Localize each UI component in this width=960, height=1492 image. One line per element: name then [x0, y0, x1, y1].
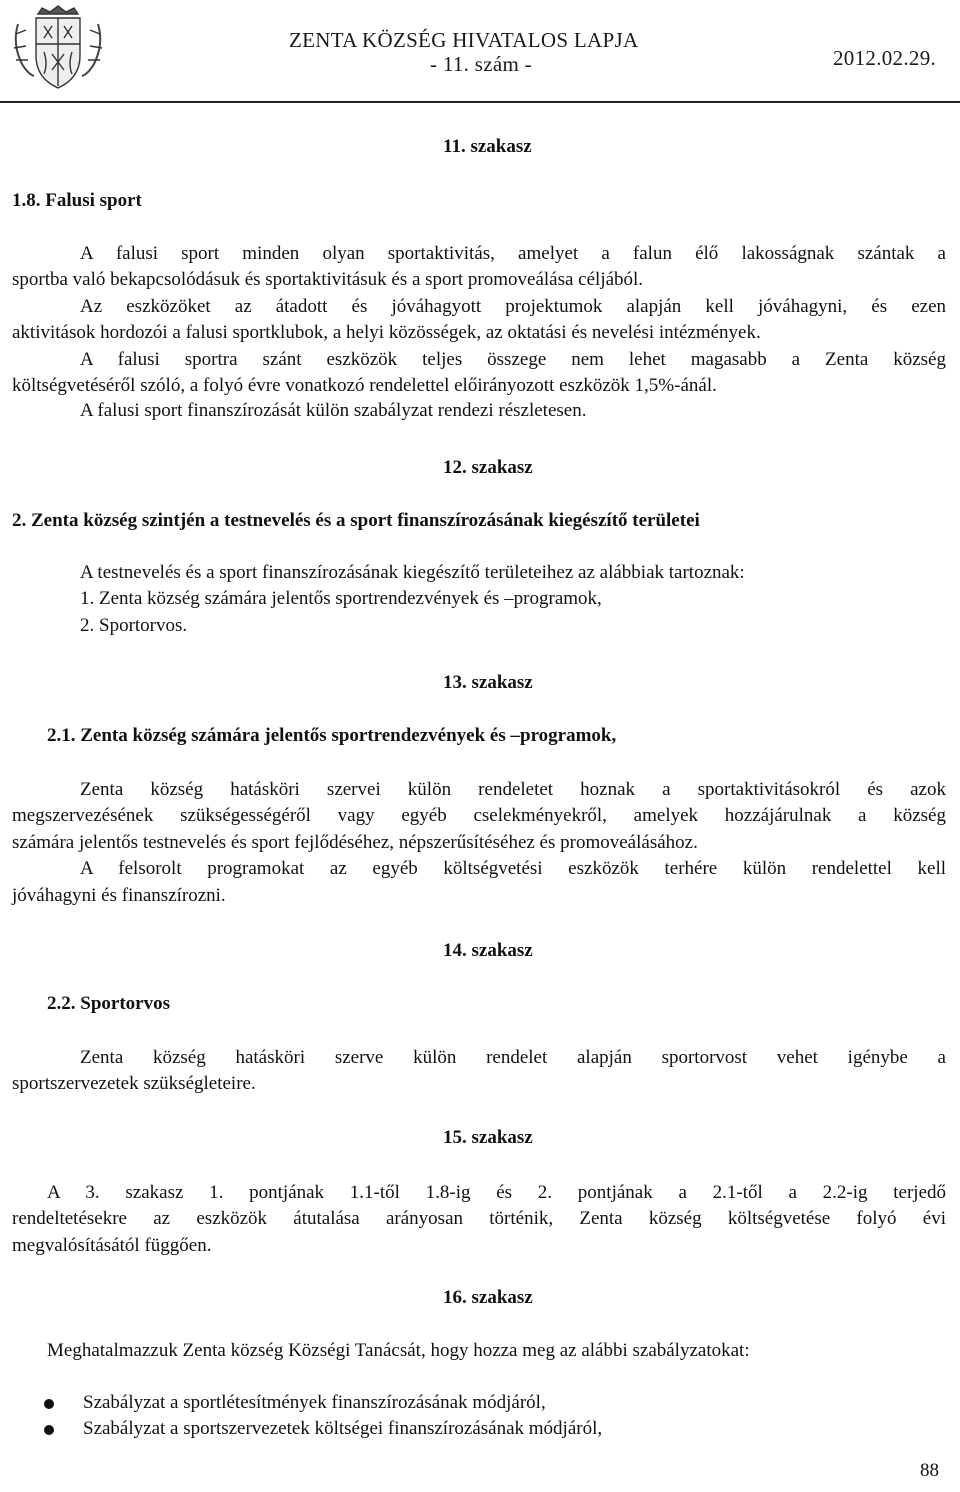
paragraph-line: Az eszközöket az átadott és jóváhagyott projektumok alapján kell jóváhagyni, és ezen: [80, 296, 946, 317]
paragraph-line: Zenta község hatásköri szerve külön rendelet alapján sportorvost vehet igénybe a: [80, 1047, 946, 1068]
paragraph-line: sportszervezetek szükségleteire.: [12, 1073, 256, 1094]
paragraph-line: költségvetéséről szóló, a folyó évre vonatkozó rendelettel előirányozott eszközök 1,5%-ánál.: [12, 375, 717, 396]
issue-date: 2012.02.29.: [833, 46, 937, 70]
section-heading-16: 16. szakasz: [443, 1287, 533, 1308]
paragraph-line: A falusi sport finanszírozását külön szabályzat rendezi részletesen.: [80, 400, 587, 421]
bullet-icon: [44, 1399, 54, 1409]
header-divider: [0, 101, 960, 103]
section-heading-13: 13. szakasz: [443, 672, 533, 693]
list-item: 2. Sportorvos.: [80, 615, 188, 636]
section-heading-15: 15. szakasz: [443, 1127, 533, 1148]
paragraph-line: megvalósításától függően.: [12, 1235, 212, 1256]
section-heading-11: 11. szakasz: [443, 136, 532, 157]
subheading-2: 2. Zenta község szintjén a testnevelés és a sport finanszírozásának kiegészítő területei: [12, 510, 700, 531]
paragraph-line: A falusi sport minden olyan sportaktivitás, amelyet a falun élő lakosságnak szántak a: [80, 243, 946, 264]
paragraph-line: A testnevelés és a sport finanszírozásának kiegészítő területeihez az alábbiak tartoznak:: [80, 562, 745, 583]
list-item: 1. Zenta község számára jelentős sportrendezvények és –programok,: [80, 588, 602, 609]
section-heading-12: 12. szakasz: [443, 457, 533, 478]
journal-title: ZENTA KÖZSÉG HIVATALOS LAPJA: [289, 28, 639, 52]
paragraph-line: A felsorolt programokat az egyéb költségvetési eszközök terhére külön rendelettel kell: [80, 858, 946, 879]
paragraph-line: számára jelentős testnevelés és sport fejlődéséhez, népszerűsítéséhez és promoveálásához.: [12, 832, 698, 853]
section-heading-14: 14. szakasz: [443, 940, 533, 961]
bullet-icon: [44, 1425, 54, 1435]
subheading-1-8: 1.8. Falusi sport: [12, 190, 142, 211]
paragraph-line: megszervezésének szükségességéről vagy egyéb cselekményekről, amelyek hozzájárulnak a község: [12, 805, 946, 826]
paragraph-line: Zenta község hatásköri szervei külön rendeletet hoznak a sportaktivitásokról és azok: [80, 779, 946, 800]
list-item: Szabályzat a sportszervezetek költségei finanszírozásának módjáról,: [83, 1418, 603, 1439]
paragraph-line: jóváhagyni és finanszírozni.: [12, 885, 226, 906]
page-number: 88: [920, 1460, 939, 1481]
paragraph-line: A 3. szakasz 1. pontjának 1.1-től 1.8-ig és 2. pontjának a 2.1-től a 2.2-ig terjedő: [47, 1182, 946, 1203]
subheading-2-1: 2.1. Zenta község számára jelentős sportrendezvények és –programok,: [47, 725, 617, 746]
list-item: Szabályzat a sportlétesítmények finanszírozásának módjáról,: [83, 1392, 546, 1413]
paragraph-line: Meghatalmazzuk Zenta község Községi Tanácsát, hogy hozza meg az alábbi szabályzatokat:: [47, 1340, 750, 1361]
paragraph-line: rendeltetésekre az eszközök átutalása arányosan történik, Zenta község költségvetése folyó évi: [12, 1208, 946, 1229]
paragraph-line: aktivitások hordozói a falusi sportklubok, a helyi közösségek, az oktatási és nevelési intézmények.: [12, 322, 761, 343]
paragraph-line: A falusi sportra szánt eszközök teljes összege nem lehet magasabb a Zenta község: [80, 349, 946, 370]
paragraph-line: sportba való bekapcsolódásuk és sportaktivitásuk és a sport promoveálása céljából.: [12, 269, 644, 290]
subheading-2-2: 2.2. Sportorvos: [47, 993, 170, 1014]
issue-number: - 11. szám -: [430, 52, 532, 76]
municipal-crest-logo: [8, 4, 108, 92]
